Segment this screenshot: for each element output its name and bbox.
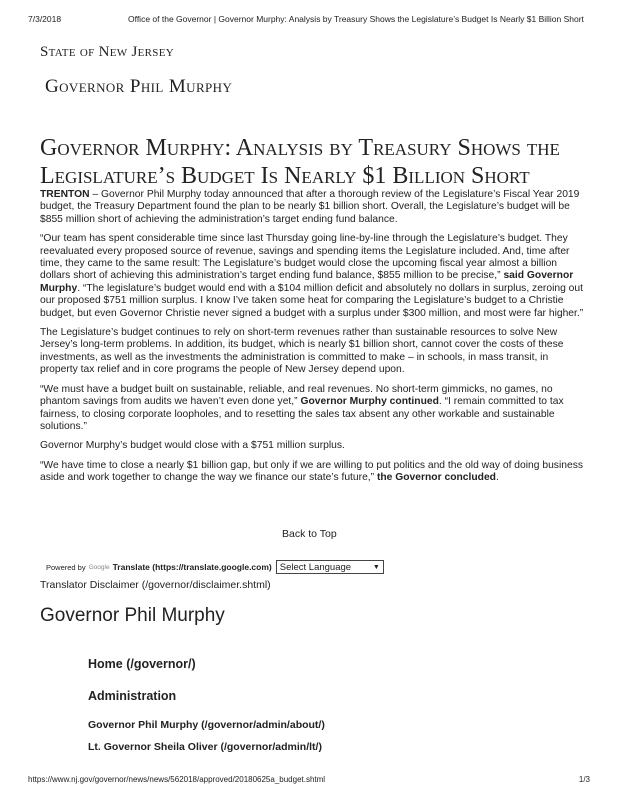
paragraph-1: TRENTON – Governor Phil Murphy today announced that after a thorough review of the Legislature’s Fiscal Year 2019 budget, the Treasury Department found the plan to be nearly $1 billion short. Overall, the Legislature’s budget will be $855 million short of achieving the administration’s target ending fund balance. [40,189,580,225]
paragraph-5: Governor Murphy’s budget would close with a $751 million surplus. [40,440,345,452]
translate-bar [46,559,384,575]
nav-governor-about-link[interactable]: Governor Phil Murphy (/governor/admin/about/) [88,719,325,731]
back-to-top-link[interactable]: Back to Top [282,528,337,540]
nav-lt-governor-link[interactable]: Lt. Governor Sheila Oliver (/governor/admin/lt/) [88,741,322,753]
print-title: Office of the Governor | Governor Murphy: Analysis by Treasury Shows the Legislature’s Budget Is Nearly $1 Billion Short [128,14,584,24]
page-number: 1/3 [578,775,590,784]
google-logo-icon: Google [88,563,110,571]
paragraph-2: “Our team has spent considerable time since last Thursday going line-by-line through the Legislature’s budget. They reevaluated every proposed source of revenue, savings and spending items the Legislature included. And, time after time, they came to the same result: The Legislature’s budget would close the upcoming fiscal year almost a billion dollars short of achieving this administration’s target ending fund balance, $855 million to be precise,” said Governor Murphy. “The legislature’s budget would end with a $104 million deficit and absolutely no dollars in surplus, zeroing out our proposed $751 million surplus. I know I’ve taken some heat for comparing the Legislature’s budget to a Christie budget, but even Governor Christie never signed a budget with a surplus under $300 million, and most were far higher.” [40,233,584,319]
powered-by-label: Powered by [46,562,86,572]
paragraph-6: “We have time to close a nearly $1 billion gap, but only if we are willing to put politics and the old way of doing business aside and work together to change the way we finance our state’s future,” the Governor concluded. [40,459,583,484]
nav-administration-heading: Administration [88,689,177,703]
nav-home-link[interactable]: Home (/governor/) [88,657,196,671]
footer-nav-heading: Governor Phil Murphy [40,605,225,626]
print-date: 7/3/2018 [28,14,62,24]
print-url: https://www.nj.gov/governor/news/news/562018/approved/20180625a_budget.shtml [28,775,326,784]
google-translate-link[interactable]: Translate (https://translate.google.com) [112,562,272,572]
article-body [40,189,585,492]
paragraph-3: The Legislature’s budget continues to rely on short-term revenues rather than sustainable resources to solve New Jersey’s long-term problems. In addition, its budget, which is nearly $1 billion short, cannot cover the costs of these investments, as well as the investments the administration is committed to make – in schools, in mass transit, in property tax relief and in core programs the people of New Jersey depend upon. [40,327,564,376]
state-name-link[interactable]: State of New Jersey [40,44,174,60]
dropdown-arrow-icon: ▼ [372,563,380,571]
paragraph-4: “We must have a budget built on sustainable, reliable, and real revenues. No short-term gimmicks, no games, no phantom savings from audits we haven’t even done yet,” Governor Murphy continued. “I remain committed to tax fairness, to closing corporate loopholes, and to resetting the sales tax absent any other workable and sustainable solutions.” [40,383,564,432]
governor-site-title-link[interactable]: Governor Phil Murphy [45,76,233,97]
dateline: TRENTON [40,189,90,200]
article-headline: Governor Murphy: Analysis by Treasury Shows the Legislature’s Budget Is Nearly $1 Billion Short [40,135,560,189]
print-header [28,14,590,28]
translator-disclaimer-link[interactable]: Translator Disclaimer (/governor/disclaimer.shtml) [40,579,271,591]
language-select-value: Select Language [279,561,352,573]
language-select[interactable] [276,560,384,574]
